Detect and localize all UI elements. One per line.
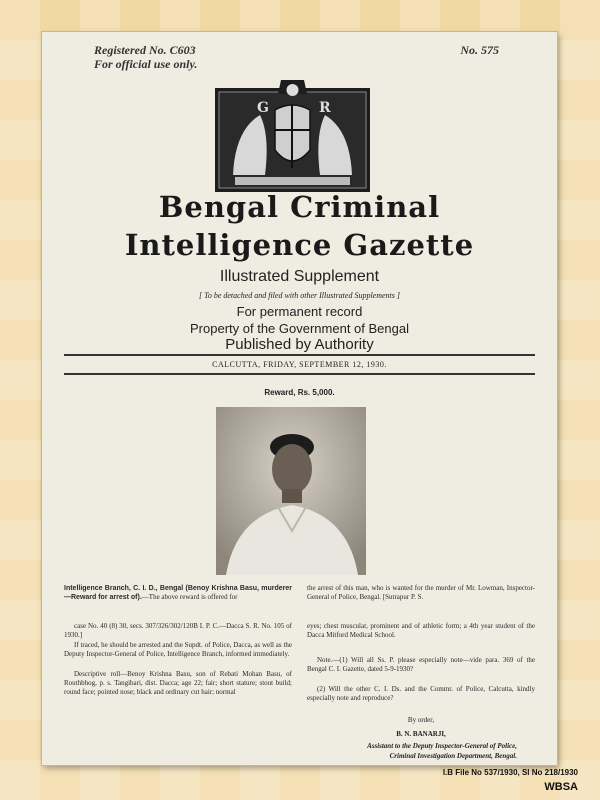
published-by-authority: Published by Authority: [225, 336, 374, 353]
gazette-title-line2: Intelligence Gazette: [124, 228, 475, 262]
archive-stamp: WBSA: [544, 781, 578, 793]
svg-text:R: R: [319, 100, 331, 116]
permanent-record: For permanent record: [236, 304, 363, 319]
property-line: Property of the Government of Bengal: [190, 321, 409, 336]
registered-number: Registered No. C603: [94, 43, 196, 57]
signatory-name: B. N. BANARJI,: [396, 730, 446, 738]
notice-header: [64, 584, 292, 602]
case-reference: case No. 40 (8) 30, secs. 307/326/302/120B I. P. C.—Dacca S. R. No. 105 of 1930.]: [64, 622, 292, 639]
divider-bottom: [64, 373, 535, 375]
by-order: By order,: [407, 716, 435, 724]
gazette-page: [42, 32, 557, 765]
notice-head-bold: Intelligence Branch, C. I. D., Bengal (Benoy Krishna Basu, murderer—Reward for arrest of).: [64, 585, 292, 601]
descriptive-roll: Descriptive roll—Benoy Krishna Basu, son of Rebati Mohan Basu, of Routhbhog, p. s. Tangibari, dist. Dacca; age 22; fair; short stature; stout build; round face; pointed nose; black and ordinary cut hair; normal: [64, 670, 292, 696]
official-use-note: For official use only.: [94, 57, 198, 71]
gazette-title-line1: Bengal Criminal: [158, 190, 441, 224]
signatory-title-line1: Assistant to the Deputy Inspector-General of Police,: [367, 742, 517, 750]
reward-amount: Reward, Rs. 5,000.: [264, 388, 335, 397]
note-one: Note.—(1) Will all Ss. P. please especially note—vide para. 369 of the Bengal C. I. Gazette, dated 5-9-1930?: [307, 656, 535, 673]
page-content: [52, 40, 547, 760]
detach-note: [ To be detached and filed with other Illustrated Supplements ]: [198, 291, 401, 300]
description-continued: eyes; chest muscular, prominent and of athletic form; a 4th year student of the Dacca Mitford Medical School.: [307, 622, 535, 639]
arrest-instruction: If traced, he should be arrested and the Supdt. of Police, Dacca, as well as the Deputy Inspector-General of Police, Intelligence Branch, informed immediately.: [64, 641, 292, 658]
notice-head-rest: —The above reward is offered for: [141, 593, 238, 601]
notice-right-top: the arrest of this man, who is wanted for the murder of Mr. Lowman, Inspector-General of Police, Bengal. [Sutrapur P. S.: [307, 584, 535, 601]
portrait-icon: [216, 407, 366, 575]
royal-crest-icon: [215, 80, 370, 192]
svg-text:G: G: [257, 100, 269, 116]
illustrated-supplement: Illustrated Supplement: [219, 268, 380, 285]
archive-file-note: I.B File No 537/1930, Sl No 218/1930: [442, 768, 578, 777]
dateline: CALCUTTA, FRIDAY, SEPTEMBER 12, 1930.: [212, 360, 387, 369]
divider-top: [64, 354, 535, 356]
suspect-photo: [216, 407, 366, 575]
signatory-title-line2: Criminal Investigation Department, Bengal.: [389, 752, 517, 760]
issue-number: No. 575: [460, 43, 499, 57]
note-two: (2) Will the other C. I. Ds. and the Commr. of Police, Calcutta, kindly especially note and reproduce?: [307, 685, 535, 702]
